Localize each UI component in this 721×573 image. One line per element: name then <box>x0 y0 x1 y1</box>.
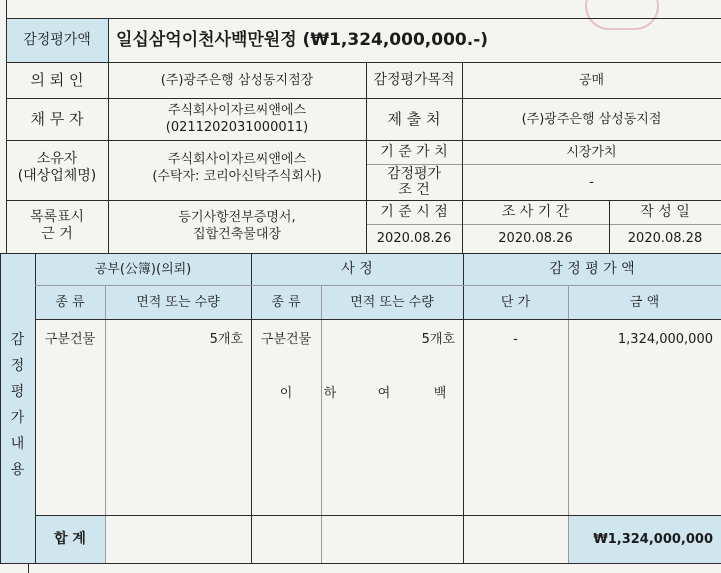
survey-period-label: 조 사 기 간 <box>501 203 570 220</box>
col-area-1: 면적 또는 수량 <box>136 294 220 310</box>
conditions-value: - <box>589 174 594 190</box>
group-assess-header: 사 정 <box>341 260 373 277</box>
submit-to-value: (주)광주은행 삼성동지점 <box>521 111 662 127</box>
blank-word-1: 이 <box>279 385 293 401</box>
row-kind-1: 구분건물 <box>44 331 96 347</box>
written-date-value: 2020.08.28 <box>627 230 703 246</box>
row-area-2: 5개호 <box>421 331 455 347</box>
debtor-value: 주식회사이자르씨앤에스 (0211202031000011) <box>165 103 309 135</box>
blank-word-3: 여 <box>377 385 391 401</box>
debtor-label: 채 무 자 <box>30 109 84 128</box>
total-amount: ₩1,324,000,000 <box>593 531 713 547</box>
catalog-value: 등기사항전부증명서, 집합건축물대장 <box>178 210 296 242</box>
appraisal-amount-label: 감정평가액 <box>23 31 91 48</box>
owner-value: 주식회사이자르씨앤에스 (수탁자: 코리아신탁주식회사) <box>152 152 322 184</box>
group-value-header: 감 정 평 가 액 <box>549 260 635 277</box>
purpose-label: 감정평가목적 <box>373 71 455 88</box>
submit-to-label: 제 출 처 <box>387 109 441 128</box>
col-unit-price: 단 가 <box>500 294 531 310</box>
col-kind-2: 종 류 <box>271 294 301 310</box>
col-kind-1: 종 류 <box>55 294 85 310</box>
blank-word-2: 하 <box>323 385 337 401</box>
row-kind-2: 구분건물 <box>260 331 312 347</box>
written-date-label: 작 성 일 <box>640 203 690 220</box>
group-public-header: 공부(公簿)(의뢰) <box>94 261 192 277</box>
section-side-label: 감 정 평 가 내 용 <box>10 331 25 478</box>
owner-label: 소유자 (대상업체명) <box>17 151 97 184</box>
value-basis-value: 시장가치 <box>566 144 617 160</box>
base-date-value: 2020.08.26 <box>376 230 452 246</box>
col-area-2: 면적 또는 수량 <box>350 294 434 310</box>
value-basis-label: 기 준 가 치 <box>380 143 448 160</box>
row-unit-price: - <box>513 331 518 347</box>
survey-period-value: 2020.08.26 <box>498 230 573 246</box>
row-area-1: 5개호 <box>209 331 243 347</box>
requester-value: (주)광주은행 삼성동지점장 <box>160 72 314 88</box>
appraisal-amount-value: 일십삼억이천사백만원정 (₩1,324,000,000.-) <box>116 29 489 50</box>
conditions-label: 감정평가 조 건 <box>386 166 442 198</box>
requester-label: 의 뢰 인 <box>30 70 84 89</box>
catalog-label: 목록표시 근 거 <box>29 209 85 242</box>
col-amount: 금 액 <box>629 294 660 310</box>
blank-word-4: 백 <box>433 385 447 401</box>
total-label: 합 계 <box>54 530 86 547</box>
row-amount: 1,324,000,000 <box>617 331 713 347</box>
purpose-value: 공매 <box>578 72 605 88</box>
base-date-label: 기 준 시 점 <box>380 203 448 220</box>
